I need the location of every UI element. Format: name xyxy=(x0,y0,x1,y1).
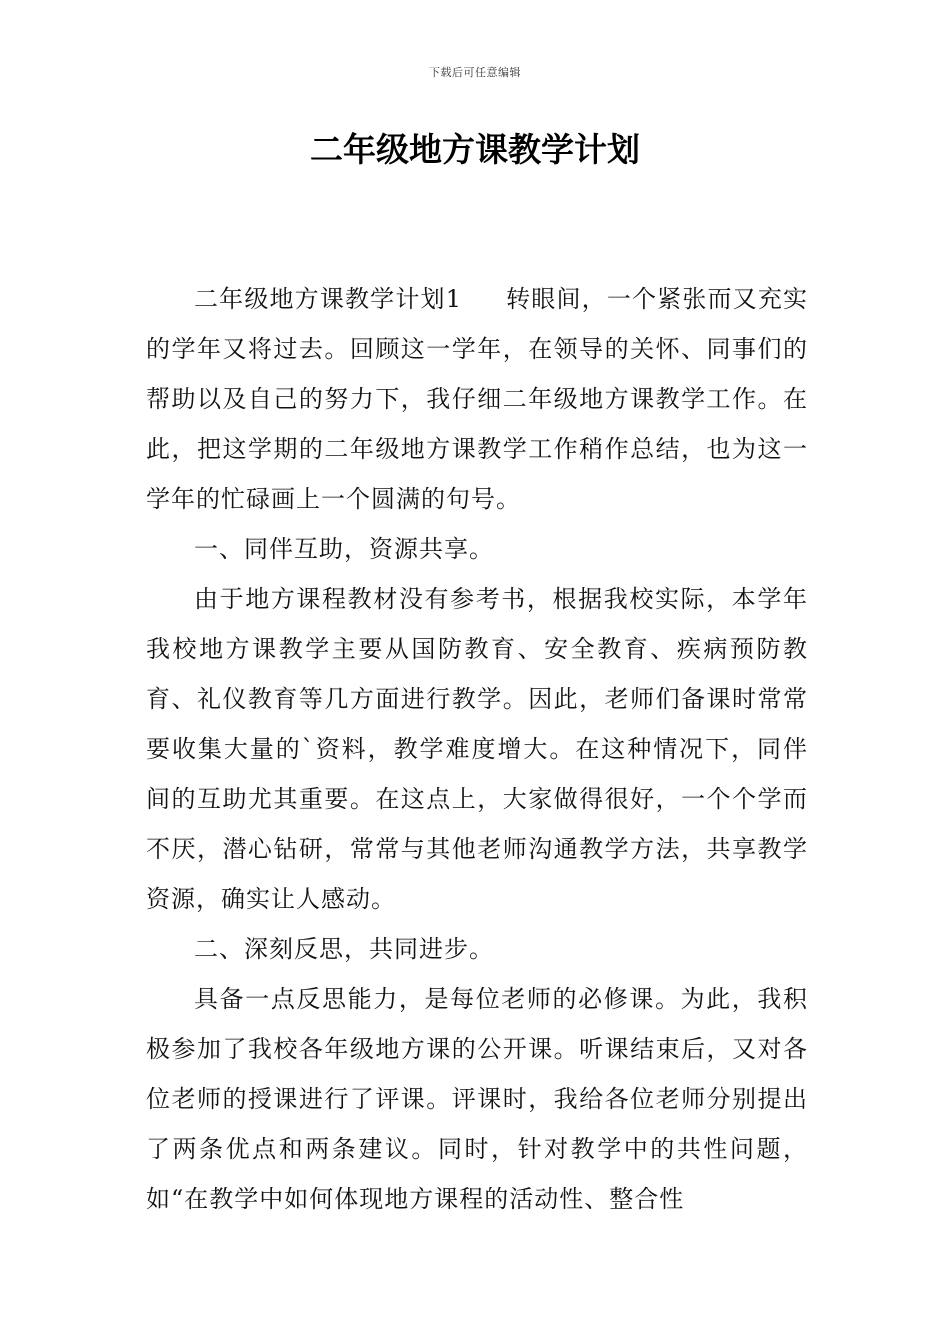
section-2-paragraph: 具备一点反思能力，是每位老师的必修课。为此，我积极参加了我校各年级地方课的公开课。听课结束后，又对各位老师的授课进行了评课。评课时，我给各位老师分别提出了两条优点和两条建议。同时，针对教学中的共性问题，如“在教学中如何体现地方课程的活动性、整合性 xyxy=(146,985,808,1213)
intro-label: 二年级地方课教学计划1 xyxy=(194,285,462,313)
page-header-note: 下载后可任意编辑 xyxy=(429,66,521,79)
document-title: 二年级地方课教学计划 xyxy=(310,130,640,169)
section-1-paragraph: 由于地方课程教材没有参考书，根据我校实际，本学年我校地方课教学主要从国防教育、安全教育、疾病预防教育、礼仪教育等几方面进行教学。因此，老师们备课时常常要收集大量的`资料，教学难度增大。在这种情况下，同伴间的互助尤其重要。在这点上，大家做得很好，一个个学而不厌，潜心钻研，常常与其他老师沟通教学方法，共享教学资源，确实让人感动。 xyxy=(146,585,808,913)
section-1-heading: 一、同伴互助，资源共享。 xyxy=(194,535,494,563)
section-2-heading: 二、深刻反思，共同进步。 xyxy=(194,935,494,963)
intro-text: 转眼间，一个紧张而又充实的学年又将过去。回顾这一学年，在领导的关怀、同事们的帮助以及自己的努力下，我仔细二年级地方课教学工作。在此，把这学期的二年级地方课教学工作稍作总结，也为这一学年的忙碌画上一个圆满的句号。 xyxy=(146,285,808,513)
intro-paragraph xyxy=(146,274,808,524)
document-body xyxy=(146,274,808,1224)
